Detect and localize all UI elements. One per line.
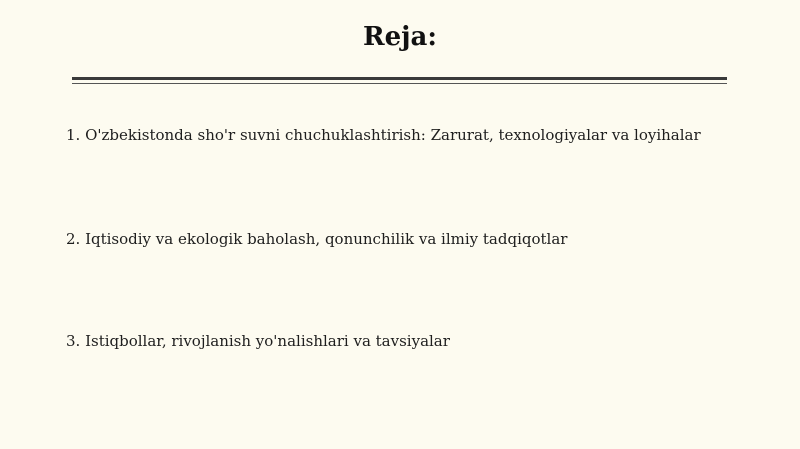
title-divider-thin: [72, 83, 727, 84]
plan-item-1: 1. O'zbekistonda sho'r suvni chuchuklashtirish: Zarurat, texnologiyalar va loyihalar: [66, 126, 701, 144]
slide-title: Reja:: [362, 22, 437, 52]
title-divider-thick: [72, 77, 727, 80]
plan-item-2: 2. Iqtisodiy va ekologik baholash, qonunchilik va ilmiy tadqiqotlar: [66, 230, 568, 248]
plan-item-3: 3. Istiqbollar, rivojlanish yo'nalishlari va tavsiyalar: [66, 332, 450, 350]
